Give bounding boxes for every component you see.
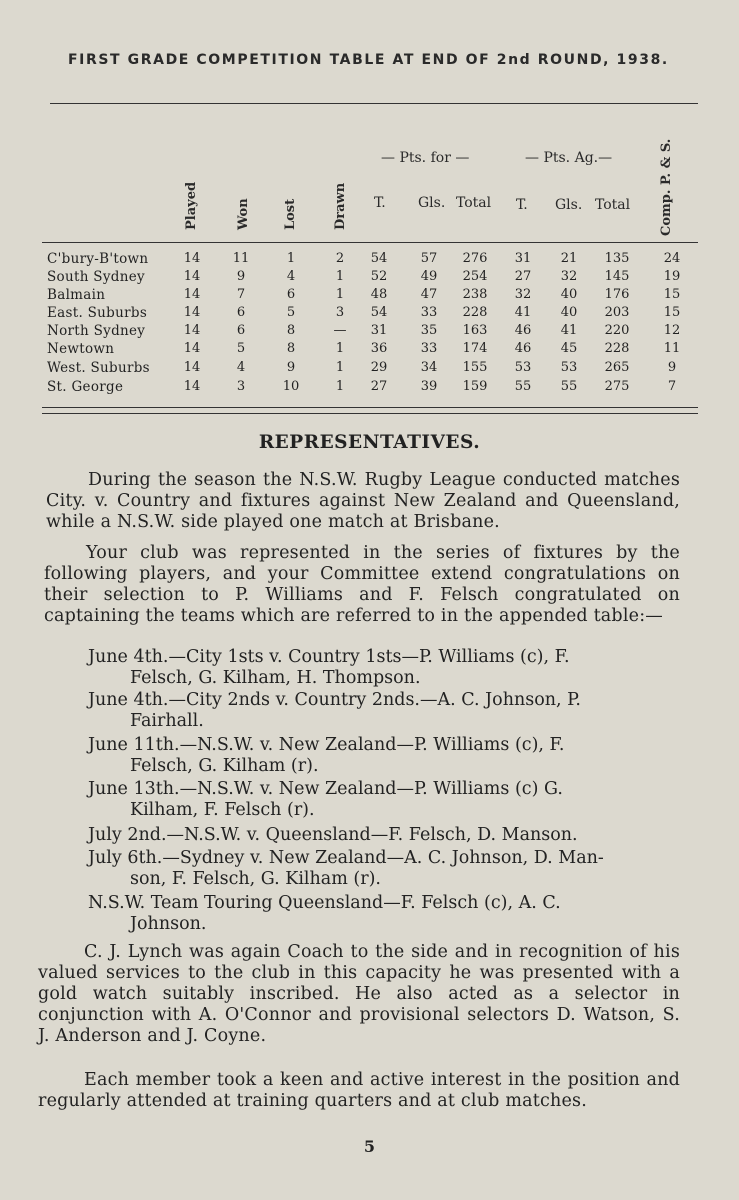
header-ag-total: Total <box>595 197 631 213</box>
page-number: 5 <box>363 1137 376 1156</box>
for-total-value: 155 <box>462 360 488 375</box>
won-value: 6 <box>236 305 246 320</box>
against-goals-value: 21 <box>560 251 578 266</box>
won-value: 4 <box>236 360 246 375</box>
for-goals-value: 35 <box>420 323 438 338</box>
paragraph-coach: C. J. Lynch was again Coach to the side and in recognition of his valued services to the club in this capacity he was presented with a gold watch suitably inscribed. He also acted as a selector in conjunction with A. O'Connor and provisional selectors D. Watson, S. J. Anderson and J. Coyne. <box>38 942 680 1046</box>
fixture-entry <box>88 825 680 846</box>
won-value: 9 <box>236 269 246 284</box>
header-ag-t: T. <box>516 197 528 213</box>
against-goals-value: 40 <box>560 287 578 302</box>
played-value: 14 <box>183 269 201 284</box>
for-tries-value: 27 <box>370 379 388 394</box>
fixture-entry-line: N.S.W. Team Touring Queensland—F. Felsch (c), A. C. <box>88 893 561 913</box>
fixture-entry-line: Kilham, F. Felsch (r). <box>130 800 315 820</box>
for-goals-value: 57 <box>420 251 438 266</box>
for-total-value: 159 <box>462 379 488 394</box>
fixture-entry-line: Johnson. <box>130 914 207 934</box>
fixture-entry-line: June 4th.—City 1sts v. Country 1sts—P. Williams (c), F. <box>88 647 570 667</box>
header-played: Played <box>184 181 199 230</box>
for-goals-value: 39 <box>420 379 438 394</box>
header-drawn: Drawn <box>333 182 348 230</box>
drawn-value: 2 <box>335 251 345 266</box>
paragraph-seasons: During the season the N.S.W. Rugby League conducted matches City. v. Country and fixtures against New Zealand and Queensland, while a N.S.W. side played one match at Brisbane. <box>46 470 680 532</box>
against-tries-value: 27 <box>514 269 532 284</box>
table-row <box>0 323 739 341</box>
for-goals-value: 34 <box>420 360 438 375</box>
header-pts-against: — Pts. Ag.— <box>525 150 613 166</box>
for-total-value: 163 <box>462 323 488 338</box>
fixture-entry-line: Fairhall. <box>130 711 204 731</box>
for-tries-value: 54 <box>370 305 388 320</box>
header-for-total: Total <box>456 195 492 211</box>
against-total-value: 275 <box>604 379 630 394</box>
lost-value: 1 <box>286 251 296 266</box>
comp-points-value: 19 <box>663 269 681 284</box>
table-row <box>0 305 739 323</box>
header-comp: Comp. P. & S. <box>659 138 674 236</box>
for-total-value: 276 <box>462 251 488 266</box>
won-value: 3 <box>236 379 246 394</box>
for-goals-value: 49 <box>420 269 438 284</box>
comp-points-value: 7 <box>667 379 677 394</box>
lost-value: 8 <box>286 323 296 338</box>
comp-points-value: 9 <box>667 360 677 375</box>
fixture-entry-line: July 2nd.—N.S.W. v. Queensland—F. Felsch, D. Manson. <box>88 825 578 845</box>
table-row <box>0 379 739 397</box>
against-tries-value: 53 <box>514 360 532 375</box>
fixture-entry <box>88 647 680 689</box>
drawn-value: — <box>333 323 347 338</box>
fixture-entry-line: June 11th.—N.S.W. v. New Zealand—P. Williams (c), F. <box>88 735 565 755</box>
fixture-entry <box>88 779 680 821</box>
against-tries-value: 41 <box>514 305 532 320</box>
drawn-value: 1 <box>335 269 345 284</box>
played-value: 14 <box>183 360 201 375</box>
against-tries-value: 32 <box>514 287 532 302</box>
against-tries-value: 55 <box>514 379 532 394</box>
for-total-value: 254 <box>462 269 488 284</box>
club-name: South Sydney <box>47 269 145 285</box>
for-total-value: 174 <box>462 341 488 356</box>
for-tries-value: 36 <box>370 341 388 356</box>
for-tries-value: 29 <box>370 360 388 375</box>
against-goals-value: 53 <box>560 360 578 375</box>
for-tries-value: 54 <box>370 251 388 266</box>
won-value: 6 <box>236 323 246 338</box>
header-for-t: T. <box>374 195 386 211</box>
comp-points-value: 15 <box>663 287 681 302</box>
for-goals-value: 47 <box>420 287 438 302</box>
fixture-entry <box>88 735 680 777</box>
header-won: Won <box>236 198 251 230</box>
lost-value: 9 <box>286 360 296 375</box>
against-goals-value: 45 <box>560 341 578 356</box>
for-total-value: 228 <box>462 305 488 320</box>
against-total-value: 228 <box>604 341 630 356</box>
against-goals-value: 40 <box>560 305 578 320</box>
against-tries-value: 46 <box>514 323 532 338</box>
for-tries-value: 31 <box>370 323 388 338</box>
lost-value: 4 <box>286 269 296 284</box>
for-goals-value: 33 <box>420 341 438 356</box>
comp-points-value: 11 <box>663 341 681 356</box>
for-tries-value: 52 <box>370 269 388 284</box>
bottom-rule <box>42 407 698 408</box>
fixture-entry <box>88 848 680 890</box>
won-value: 7 <box>236 287 246 302</box>
against-total-value: 145 <box>604 269 630 284</box>
lost-value: 8 <box>286 341 296 356</box>
against-total-value: 135 <box>604 251 630 266</box>
comp-points-value: 24 <box>663 251 681 266</box>
header-lost: Lost <box>283 198 298 230</box>
table-row <box>0 287 739 305</box>
against-total-value: 176 <box>604 287 630 302</box>
header-rule <box>42 242 698 243</box>
club-name: West. Suburbs <box>47 360 150 376</box>
table-row <box>0 360 739 378</box>
fixture-entry-line: June 13th.—N.S.W. v. New Zealand—P. Williams (c) G. <box>88 779 563 799</box>
played-value: 14 <box>183 251 201 266</box>
against-goals-value: 32 <box>560 269 578 284</box>
drawn-value: 1 <box>335 379 345 394</box>
won-value: 5 <box>236 341 246 356</box>
comp-points-value: 15 <box>663 305 681 320</box>
header-for-gls: Gls. <box>418 195 446 211</box>
against-tries-value: 31 <box>514 251 532 266</box>
fixture-entry-line: Felsch, G. Kilham, H. Thompson. <box>130 668 421 688</box>
club-name: C'bury-B'town <box>47 251 149 267</box>
club-name: St. George <box>47 379 124 395</box>
drawn-value: 1 <box>335 360 345 375</box>
drawn-value: 3 <box>335 305 345 320</box>
top-rule <box>50 103 698 104</box>
played-value: 14 <box>183 379 201 394</box>
section-heading: REPRESENTATIVES. <box>258 432 481 453</box>
fixture-entry-line: July 6th.—Sydney v. New Zealand—A. C. Johnson, D. Man- <box>88 848 604 868</box>
against-total-value: 220 <box>604 323 630 338</box>
lost-value: 6 <box>286 287 296 302</box>
club-name: Balmain <box>47 287 106 303</box>
table-row <box>0 269 739 287</box>
played-value: 14 <box>183 341 201 356</box>
bottom-rule-double <box>42 413 698 414</box>
for-goals-value: 33 <box>420 305 438 320</box>
table-row <box>0 341 739 359</box>
fixture-entry <box>88 690 680 732</box>
drawn-value: 1 <box>335 341 345 356</box>
lost-value: 5 <box>286 305 296 320</box>
for-tries-value: 48 <box>370 287 388 302</box>
paragraph-members: Each member took a keen and active interest in the position and regularly attended at training quarters and at club matches. <box>38 1070 680 1111</box>
club-name: East. Suburbs <box>47 305 148 321</box>
table-row <box>0 251 739 269</box>
against-total-value: 265 <box>604 360 630 375</box>
played-value: 14 <box>183 323 201 338</box>
against-goals-value: 55 <box>560 379 578 394</box>
header-pts-for: — Pts. for — <box>381 150 470 166</box>
table-title: FIRST GRADE COMPETITION TABLE AT END OF 2nd ROUND, 1938. <box>68 52 669 68</box>
for-total-value: 238 <box>462 287 488 302</box>
won-value: 11 <box>232 251 250 266</box>
against-total-value: 203 <box>604 305 630 320</box>
lost-value: 10 <box>282 379 300 394</box>
fixture-entry <box>88 893 680 935</box>
club-name: Newtown <box>47 341 115 357</box>
comp-points-value: 12 <box>663 323 681 338</box>
drawn-value: 1 <box>335 287 345 302</box>
paragraph-representation: Your club was represented in the series of fixtures by the following players, and your Committee extend congratulations on their selection to P. Williams and F. Felsch congratulated on captaining the teams which are referred to in the appended table:— <box>44 543 680 626</box>
fixture-entry-line: June 4th.—City 2nds v. Country 2nds.—A. C. Johnson, P. <box>88 690 581 710</box>
against-goals-value: 41 <box>560 323 578 338</box>
club-name: North Sydney <box>47 323 146 339</box>
played-value: 14 <box>183 305 201 320</box>
header-ag-gls: Gls. <box>555 197 583 213</box>
fixture-entry-line: Felsch, G. Kilham (r). <box>130 756 319 776</box>
fixture-entry-line: son, F. Felsch, G. Kilham (r). <box>130 869 381 889</box>
against-tries-value: 46 <box>514 341 532 356</box>
played-value: 14 <box>183 287 201 302</box>
